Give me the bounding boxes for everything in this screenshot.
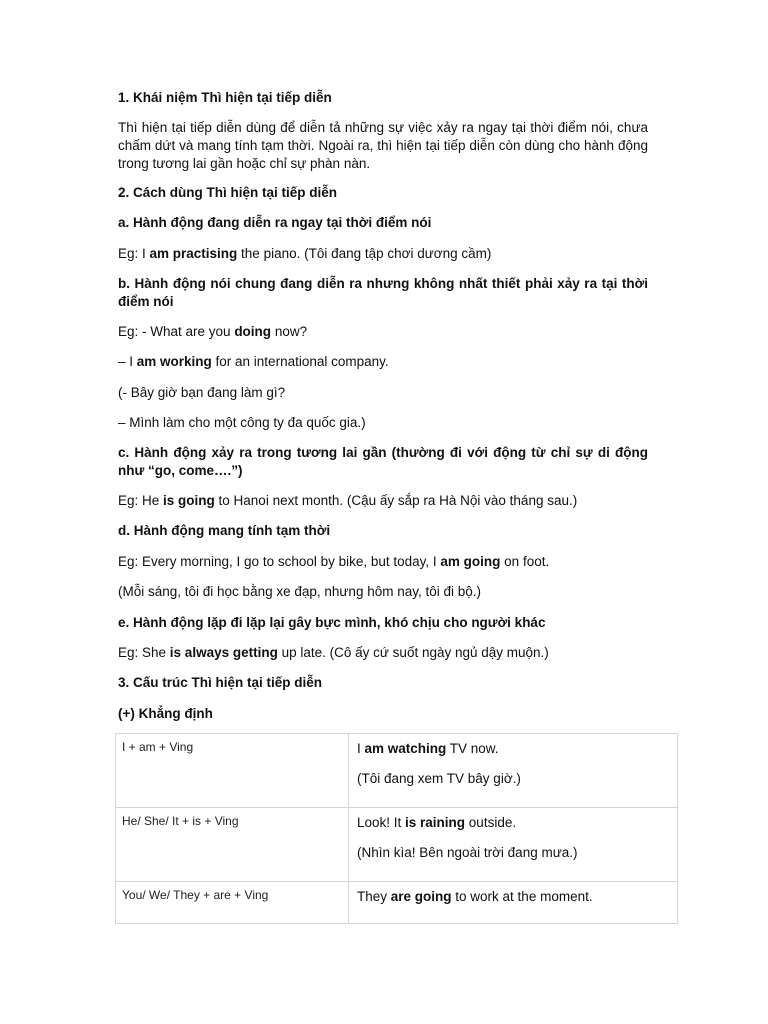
- structure-table: [115, 733, 678, 924]
- example-translation: (Tôi đang xem TV bây giờ.): [357, 771, 521, 786]
- table-row: [116, 734, 678, 808]
- usage-b-translation-2: – Mình làm cho một công ty đa quốc gia.): [118, 415, 366, 430]
- usage-b-example-2: – I am working for an international company.: [118, 354, 389, 369]
- usage-e-example: Eg: She is always getting up late. (Cô ấy cứ suốt ngày ngủ dậy muộn.): [118, 645, 549, 660]
- section-3-heading: 3. Cấu trúc Thì hiện tại tiếp diễn: [118, 675, 323, 690]
- table-row: [116, 808, 678, 882]
- example-translation: (Nhìn kìa! Bên ngoài trời đang mưa.): [357, 845, 578, 860]
- example-cell: [349, 734, 678, 808]
- usage-b-translation-1: (- Bây giờ bạn đang làm gì?: [118, 385, 286, 400]
- formula-cell: He/ She/ It + is + Ving: [116, 808, 349, 882]
- usage-d-heading: d. Hành động mang tính tạm thời: [118, 523, 331, 538]
- example-sentence: Look! It is raining outside.: [357, 815, 517, 830]
- section-2-heading: 2. Cách dùng Thì hiện tại tiếp diễn: [118, 185, 338, 200]
- section-1-heading: 1. Khái niệm Thì hiện tại tiếp diễn: [118, 90, 332, 105]
- example-cell: [349, 808, 678, 882]
- usage-c-example: Eg: He is going to Hanoi next month. (Cậu ấy sắp ra Hà Nội vào tháng sau.): [118, 493, 578, 508]
- section-1-paragraph: Thì hiện tại tiếp diễn dùng để diễn tả những sự việc xảy ra ngay tại thời điểm nói, chưa chấm dứt và mang tính tạm thời. Ngoài ra, thì hiện tại tiếp diễn còn dùng cho hành động trong tương lai gần hoặc chỉ sự phàn nàn.: [118, 120, 648, 171]
- usage-a-heading: a. Hành động đang diễn ra ngay tại thời điểm nói: [118, 215, 432, 230]
- usage-b-heading: b. Hành động nói chung đang diễn ra nhưng không nhất thiết phải xảy ra tại thời điểm nói: [118, 276, 648, 309]
- example-sentence: They are going to work at the moment.: [357, 889, 593, 904]
- usage-a-example: Eg: I am practising the piano. (Tôi đang tập chơi dương cầm): [118, 246, 492, 261]
- formula-cell: You/ We/ They + are + Ving: [116, 882, 349, 924]
- formula-cell: I + am + Ving: [116, 734, 349, 808]
- affirmative-heading: (+) Khẳng định: [118, 706, 213, 721]
- usage-e-heading: e. Hành động lặp đi lặp lại gây bực mình, khó chịu cho người khác: [118, 615, 546, 630]
- table-row: [116, 882, 678, 924]
- usage-c-heading: c. Hành động xảy ra trong tương lai gần (thường đi với động từ chỉ sự di động như “go, come….”): [118, 445, 648, 478]
- usage-d-translation: (Mỗi sáng, tôi đi học bằng xe đạp, nhưng hôm nay, tôi đi bộ.): [118, 584, 482, 599]
- example-cell: [349, 882, 678, 924]
- usage-d-example: Eg: Every morning, I go to school by bike, but today, I am going on foot.: [118, 554, 550, 569]
- usage-b-example-1: Eg: - What are you doing now?: [118, 324, 308, 339]
- example-sentence: I am watching TV now.: [357, 741, 499, 756]
